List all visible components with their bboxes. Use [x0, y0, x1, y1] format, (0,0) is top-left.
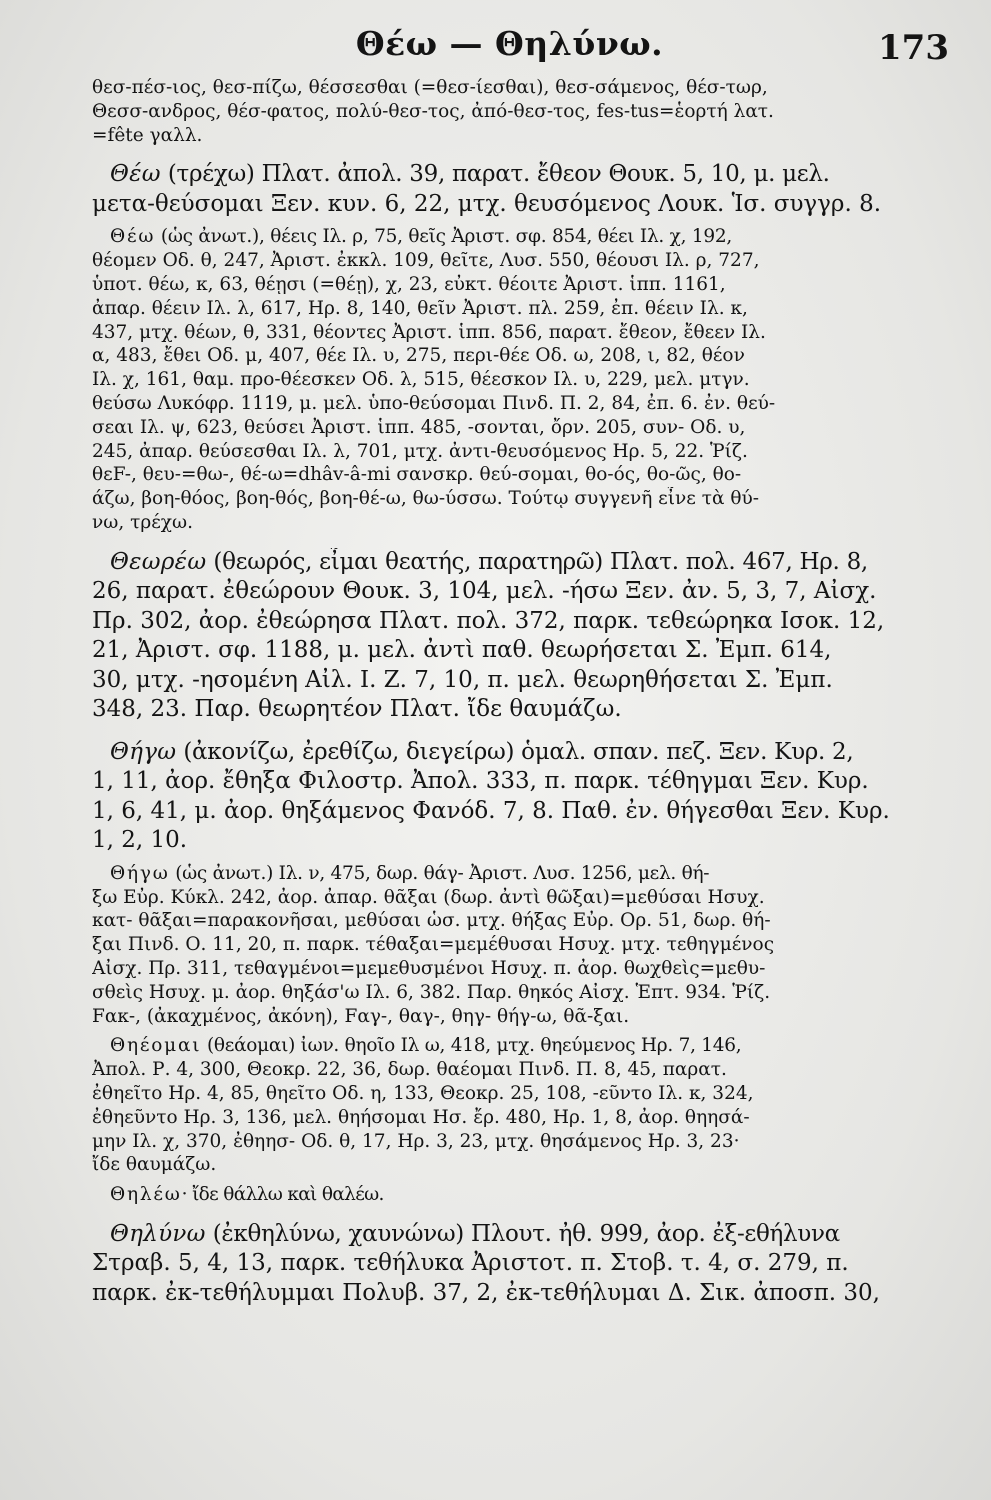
dictionary-entry-theeomai	[92, 1034, 927, 1177]
entry-line	[92, 886, 927, 910]
entry-text: μετα-θεύσομαι Ξεν. κυν. 6, 22, μτχ. θευσόμενος Λουκ. Ἱσ. συγγρ. 8.	[92, 190, 882, 217]
entry-line	[92, 957, 927, 981]
headword: Θεωρέω	[110, 548, 207, 575]
entry-line	[92, 1082, 927, 1106]
dictionary-entry-theo-poetic	[92, 225, 927, 534]
dictionary-entry-theoreo	[92, 548, 927, 725]
entry-line	[92, 933, 927, 957]
entry-text: σθεὶς Ησυχ. μ. ἀορ. θηξάσ'ω Ιλ. 6, 382. Παρ. θηκός Αἰσχ. Ἑπτ. 934. Ῥίζ.	[92, 981, 771, 1003]
entry-text: 26, παρατ. ἐθεώρουν Θουκ. 3, 104, μελ. -ήσω Ξεν. ἀν. 5, 3, 7, Αἰσχ.	[92, 578, 877, 605]
entry-text: 1, 2, 10.	[92, 827, 188, 854]
entry-text: θεύσω Λυκόφρ. 1119, μ. μελ. ὑπο-θεύσομαι Πινδ. Π. 2, 84, ἐπ. 6. ἐν. θεύ-	[92, 392, 776, 414]
entry-line	[92, 1106, 927, 1130]
entry-line	[92, 1005, 927, 1029]
entry-text: 1, 6, 41, μ. ἀορ. θηξάμενος Φανόδ. 7, 8. Παθ. ἐν. θήγεσθαι Ξεν. Κυρ.	[92, 797, 890, 824]
entry-text: παρκ. ἐκ-τεθήλυμμαι Πολυβ. 37, 2, ἐκ-τεθήλυμαι Δ. Σικ. ἀποσπ. 30,	[92, 1279, 880, 1306]
entry-text: Ιλ. χ, 161, θαμ. προ-θέεσκεν Οδ. λ, 515, θέεσκον Ιλ. υ, 229, μελ. μτγν.	[92, 369, 750, 391]
dictionary-entry-cont	[92, 76, 927, 147]
entry-line	[92, 577, 927, 607]
dictionary-entry-thego	[92, 738, 927, 856]
entry-text: 348, 23. Παρ. θεωρητέον Πλατ. ἴδε θαυμάζω.	[92, 696, 622, 723]
entry-text: θέομεν Οδ. θ, 247, Ἀριστ. ἐκκλ. 109, θεῖτε, Λυσ. 550, θέουσι Ιλ. ρ, 727,	[92, 250, 760, 272]
entry-line	[92, 862, 927, 886]
sub-headword: Θέω	[110, 226, 156, 248]
page-header	[92, 20, 949, 68]
dictionary-entry-thleo	[92, 1183, 927, 1207]
entry-text: ξαι Πινδ. Ο. 11, 20, π. παρκ. τέθαξαι=μεμέθυσαι Ησυχ. μτχ. τεθηγμένος	[92, 934, 775, 956]
entry-line	[92, 511, 927, 535]
entry-text: ὑποτ. θέω, κ, 63, θέῃσι (=θέῃ), χ, 23, εὐκτ. θέοιτε Ἀριστ. ἱππ. 1161,	[92, 273, 726, 295]
entry-text: θεF-, θευ-=θω-, θέ-ω=dhâv-â-mi σανσκρ. θεύ-σομαι, θο-ός, θο-ῶς, θο-	[92, 464, 742, 486]
headword: Θηλύνω	[110, 1220, 206, 1247]
entry-line	[92, 1220, 927, 1250]
entry-text: κατ- θᾶξαι=παρακονῆσαι, μεθύσαι ὡσ. μτχ. θήξας Εὐρ. Ορ. 51, δωρ. θή-	[92, 910, 771, 932]
entry-line	[92, 297, 927, 321]
entry-line	[92, 225, 927, 249]
entry-text: Fακ-, (ἀκαχμένος, ἀκόνη), Fαγ-, θαγ-, θηγ- θήγ-ω, θᾶ-ξαι.	[92, 1005, 630, 1027]
entry-line	[92, 636, 927, 666]
entry-line	[92, 1279, 927, 1309]
entry-text: (ἀκονίζω, ἐρεθίζω, διεγείρω) ὁμαλ. σπαν. πεζ. Ξεν. Κυρ. 2,	[176, 738, 854, 765]
entry-text: ξω Εὐρ. Κύκλ. 242, ἀορ. ἀπαρ. θᾶξαι (δωρ. ἀντὶ θῶξαι)=μεθύσαι Ησυχ.	[92, 886, 765, 908]
entry-line	[92, 440, 927, 464]
dictionary-entry-theo	[92, 160, 927, 219]
entry-line	[92, 100, 927, 124]
entry-line	[92, 344, 927, 368]
entry-line	[92, 76, 927, 100]
entry-text: σεαι Ιλ. ψ, 623, θεύσει Ἀριστ. ἱππ. 485, -σονται, ὄρν. 205, συν- Οδ. υ,	[92, 416, 746, 438]
entry-line	[92, 826, 927, 856]
entry-line	[92, 607, 927, 637]
entry-text: νω, τρέχω.	[92, 511, 193, 533]
entry-line	[92, 160, 927, 190]
entry-text: α, 483, ἔθει Οδ. μ, 407, θέε Ιλ. υ, 275, περι-θέε Οδ. ω, 208, ι, 82, θέον	[92, 345, 745, 367]
entry-line	[92, 190, 927, 220]
entry-text: (θεάομαι) ἰων. θηοῖο Ιλ ω, 418, μτχ. θηεύμενος Ηρ. 7, 146,	[201, 1035, 742, 1057]
entry-text: ἴδε θαυμάζω.	[92, 1154, 217, 1176]
running-head: Θέω — Θηλύνω.	[355, 24, 664, 63]
entry-line	[92, 416, 927, 440]
entry-text: άζω, βοη-θόος, βοη-θός, βοη-θέ-ω, θω-ύσσω. Τούτῳ συγγενῆ εἶνε τὰ θύ-	[92, 488, 759, 510]
entry-text: ἐθηεῦντο Ηρ. 3, 136, μελ. θηήσομαι Ησ. ἔρ. 480, Ηρ. 1, 8, ἀορ. θηησά-	[92, 1106, 750, 1128]
entry-text: Πρ. 302, ἀορ. ἐθεώρησα Πλατ. πολ. 372, παρκ. τεθεώρηκα Ισοκ. 12,	[92, 607, 885, 634]
entry-line	[92, 1153, 927, 1177]
entry-text: ἐθηεῖτο Ηρ. 4, 85, θηεῖτο Οδ. η, 133, Θεοκρ. 25, 108, -εῦντο Ιλ. κ, 324,	[92, 1082, 754, 1104]
entry-text: 1, 11, ἀορ. ἔθηξα Φιλοστρ. Ἀπολ. 333, π. παρκ. τέθηγμαι Ξεν. Κυρ.	[92, 768, 869, 795]
entry-line	[92, 463, 927, 487]
entry-text: Στραβ. 5, 4, 13, παρκ. τεθήλυκα Ἀριστοτ. π. Στοβ. τ. 4, σ. 279, π.	[92, 1250, 849, 1277]
sub-headword: Θήγω	[110, 862, 170, 884]
entry-line	[92, 249, 927, 273]
headword: Θέω	[110, 161, 161, 188]
entry-line	[92, 797, 927, 827]
headword: Θήγω	[110, 738, 177, 765]
entry-line	[92, 1249, 927, 1279]
dictionary-entry-thelyno	[92, 1220, 927, 1309]
entry-text: Θεσσ-ανδρος, θέσ-φατος, πολύ-θεσ-τος, ἀπό-θεσ-τος, fes-tus=ἑορτή λατ.	[92, 100, 774, 122]
entry-line	[92, 1034, 927, 1058]
entry-line	[92, 487, 927, 511]
entry-line	[92, 392, 927, 416]
dictionary-entry-thego-poetic	[92, 862, 927, 1029]
entry-line	[92, 548, 927, 578]
page-number: 173	[878, 28, 949, 68]
entry-line	[92, 981, 927, 1005]
entry-line	[92, 368, 927, 392]
entry-text: · ἴδε θάλλω καὶ θαλέω.	[181, 1184, 384, 1206]
entry-line	[92, 738, 927, 768]
entry-line	[92, 1183, 927, 1207]
entry-line	[92, 909, 927, 933]
entry-text: (θεωρός, εἶμαι θεατής, παρατηρῶ) Πλατ. πολ. 467, Ηρ. 8,	[206, 548, 868, 575]
entry-text: μην Ιλ. χ, 370, ἐθηησ- Οδ. θ, 17, Ηρ. 3, 23, μτχ. θησάμενος Ηρ. 3, 23·	[92, 1130, 740, 1152]
entry-line	[92, 666, 927, 696]
entry-text: 21, Ἀριστ. σφ. 1188, μ. μελ. ἀντὶ παθ. θεωρήσεται Σ. Ἐμπ. 614,	[92, 637, 832, 664]
entry-text: (ὡς ἀνωτ.), θέεις Ιλ. ρ, 75, θεῖς Ἀριστ. σφ. 854, θέει Ιλ. χ, 192,	[155, 226, 733, 248]
entry-line	[92, 1058, 927, 1082]
entry-line	[92, 767, 927, 797]
entry-text: (τρέχω) Πλατ. ἀπολ. 39, παρατ. ἔθεον Θουκ. 5, 10, μ. μελ.	[160, 161, 830, 188]
entry-text: θεσ-πέσ-ιος, θεσ-πίζω, θέσσεσθαι (=θεσ-ίεσθαι), θεσ-σάμενος, θέσ-τωρ,	[92, 77, 768, 98]
entry-line	[92, 124, 927, 148]
entry-line	[92, 695, 927, 725]
entry-text: 30, μτχ. -ησομένη Αἰλ. Ι. Ζ. 7, 10, π. μελ. θεωρηθήσεται Σ. Ἐμπ.	[92, 666, 833, 693]
entry-line	[92, 1130, 927, 1154]
entry-text: Αἰσχ. Πρ. 311, τεθαγμένοι=μεμεθυσμένοι Ησυχ. π. ἀορ. θωχθεὶς=μεθυ-	[92, 957, 766, 979]
entry-text: Ἀπολ. Ρ. 4, 300, Θεοκρ. 22, 36, δωρ. θαέομαι Πινδ. Π. 8, 45, παρατ.	[92, 1059, 727, 1081]
entry-line	[92, 321, 927, 345]
sub-headword: Θηλέω	[110, 1184, 182, 1206]
entry-line	[92, 273, 927, 297]
entry-text: 245, ἀπαρ. θεύσεσθαι Ιλ. λ, 701, μτχ. ἀντι-θευσόμενος Ηρ. 5, 22. Ῥίζ.	[92, 440, 748, 462]
entry-text: =fête γαλλ.	[92, 124, 203, 146]
page-body	[92, 76, 927, 1308]
entry-text: ἀπαρ. θέειν Ιλ. λ, 617, Ηρ. 8, 140, θεῖν Ἀριστ. πλ. 259, ἐπ. θέειν Ιλ. κ,	[92, 297, 748, 319]
sub-headword: Θηέομαι	[110, 1035, 202, 1057]
entry-text: (ἐκθηλύνω, χαυνώνω) Πλουτ. ἠθ. 999, ἀορ. ἐξ-εθήλυνα	[205, 1220, 840, 1247]
entry-text: (ὡς ἀνωτ.) Ιλ. ν, 475, δωρ. θάγ- Ἀριστ. Λυσ. 1256, μελ. θή-	[169, 862, 710, 884]
entry-text: 437, μτχ. θέων, θ, 331, θέοντες Ἀριστ. ἱππ. 856, παρατ. ἔθεον, ἔθεεν Ιλ.	[92, 321, 766, 343]
